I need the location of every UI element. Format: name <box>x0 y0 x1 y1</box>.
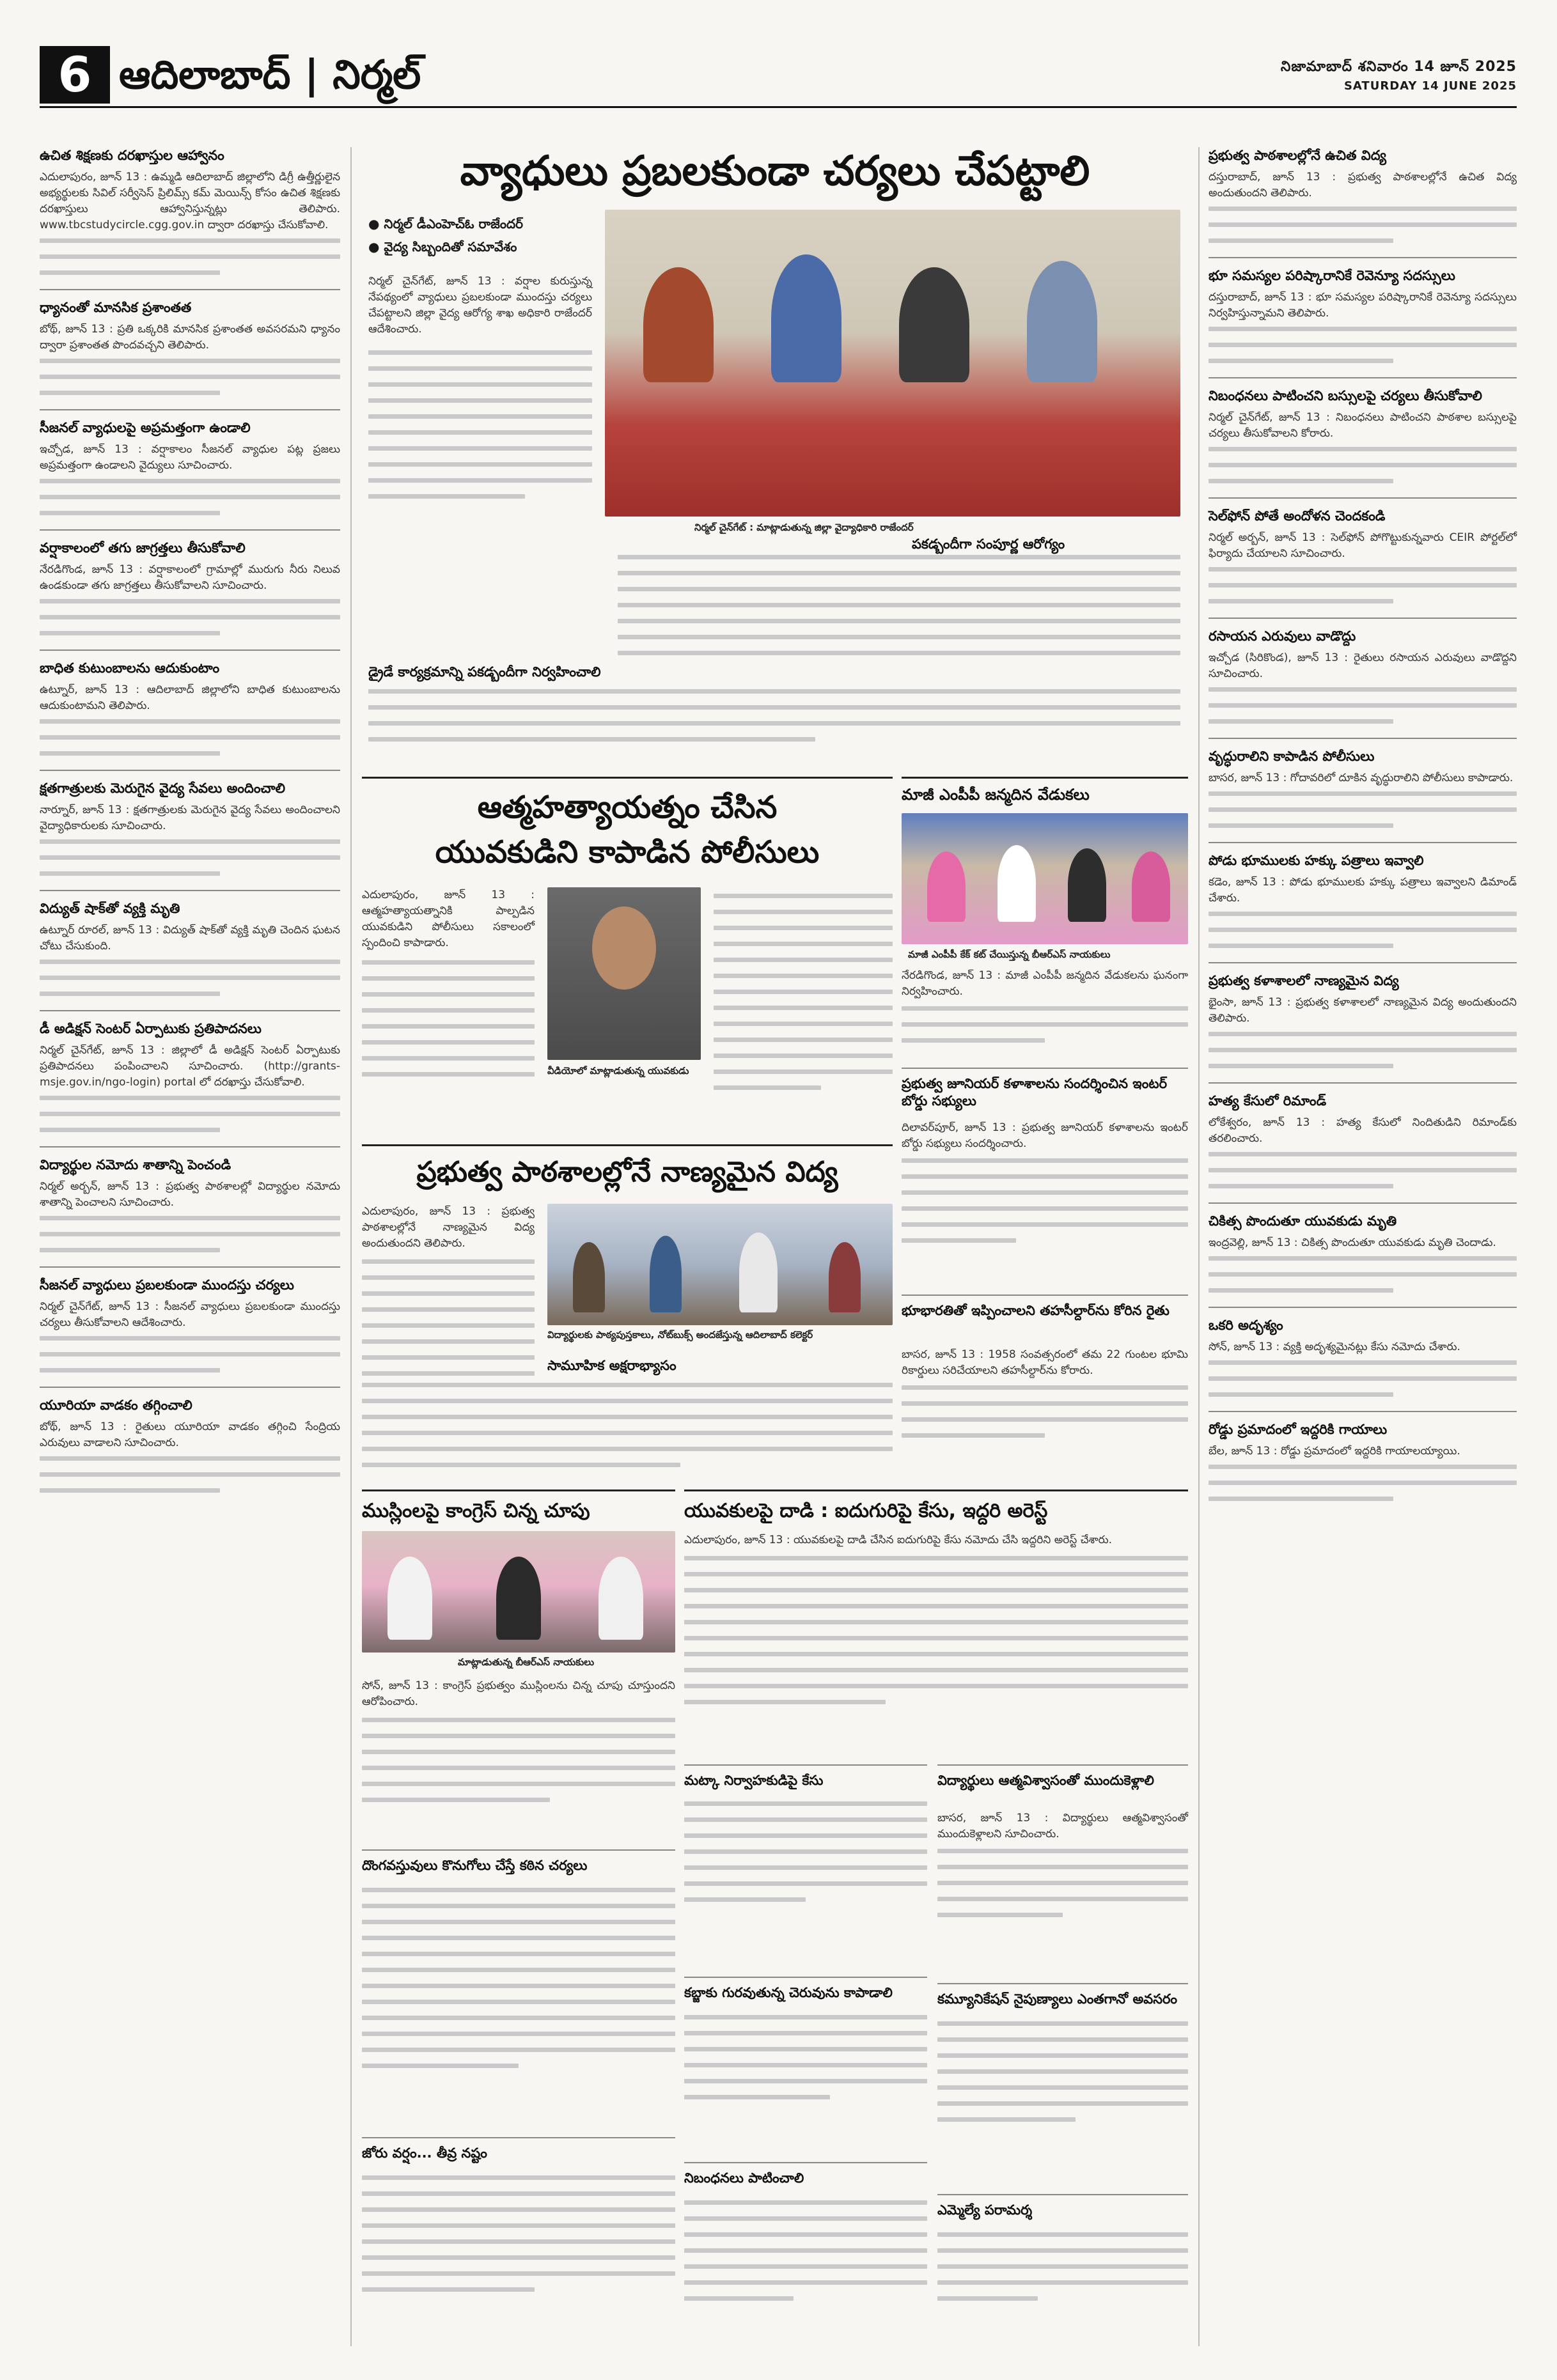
brief-story <box>1209 962 1517 1068</box>
brief-headline: భూ సమస్యల పరిష్కారానికే రెవెన్యూ సదస్సులు <box>1209 268 1455 283</box>
lead-subhead-2: డ్రైడే కార్యక్రమాన్ని పకడ్బందీగా నిర్వహించాలి <box>368 664 601 680</box>
brief-text-lines <box>1209 791 1517 828</box>
attack-sub-lines <box>684 1801 927 1913</box>
brief-text-lines <box>40 238 340 275</box>
brief-story <box>40 289 340 395</box>
story-divider <box>40 890 340 891</box>
story-divider <box>40 1010 340 1011</box>
brief-paragraph: నిర్మల్ చైన్‌గేట్, జూన్ 13 : జిల్లాలో డీ అడిక్షన్ సెంటర్ ఏర్పాటుకు ప్రతిపాదనలు పంపించాలని సూచించారు. (http://grants-msje.gov.in/ngo-login) portal లో దరఖాస్తు చేసుకోవాలి. <box>40 1044 340 1089</box>
muslim-story <box>362 1489 675 2342</box>
brief-text-lines <box>40 599 340 635</box>
students-subhead-2: ఎమ్మెల్యే పరామర్శ <box>937 2194 1188 2219</box>
brief-text-lines <box>40 1096 340 1132</box>
brief-text-lines <box>40 359 340 395</box>
brief-paragraph: నిర్మల్ అర్బన్, జూన్ 13 : ప్రభుత్వ పాఠశాలల్లో విద్యార్థుల నమోదు శాతాన్ని పెంచాలని సూచించారు. <box>40 1180 340 1209</box>
lead-subhead: పకడ్బందీగా సంపూర్ణ ఆరోగ్యం <box>912 536 1065 552</box>
students-sub-lines <box>937 2021 1188 2133</box>
brief-paragraph: సోన్, జూన్ 13 : వ్యక్తి అదృశ్యమైనట్లు కేసు నమోదు చేశారు. <box>1209 1341 1460 1353</box>
brief-paragraph: బాసర, జూన్ 13 : గోదావరిలో దూకిన వృద్ధురాలిని పోలీసులు కాపాడారు. <box>1209 772 1514 784</box>
story-divider <box>1209 1202 1517 1204</box>
date-telugu: నిజామాబాద్ శనివారం 14 జూన్ 2025 <box>1280 59 1517 75</box>
brief-story <box>1209 257 1517 363</box>
brief-paragraph: ఉట్నూర్ రూరల్, జూన్ 13 : విద్యుత్ షాక్‌తో వ్యక్తి మృతి చెందిన ఘటన చోటు చేసుకుంది. <box>40 924 340 953</box>
brief-text-lines <box>1209 912 1517 948</box>
page-title: ఆదిలాబాద్ | నిర్మల్ <box>119 51 421 98</box>
story-divider <box>40 289 340 290</box>
brief-story <box>40 1146 340 1252</box>
brief-paragraph: బోథ్, జూన్ 13 : ప్రతి ఒక్కరికి మానసిక ప్రశాంతత అవసరమని ధ్యానం ద్వారా ప్రశాంతత పొందవచ్చని తెలిపారు. <box>40 323 340 352</box>
brief-story <box>40 147 340 275</box>
land-paragraph: బాసర, జూన్ 13 : 1958 సంవత్సరంలో తమ 22 గుంటల భూమి రికార్డులు సరిచేయాలని తహసీల్దార్‌ను కోరారు. <box>902 1348 1188 1377</box>
brief-headline: రసాయన ఎరువులు వాడొద్దు <box>1209 628 1356 644</box>
brief-headline: ఉచిత శిక్షణకు దరఖాస్తుల ఆహ్వానం <box>40 148 224 163</box>
junior-story <box>902 1068 1188 1286</box>
lead-bullet-2: ● వైద్య సిబ్బందితో సమావేశం <box>368 239 517 254</box>
attack-story <box>684 1489 1188 1760</box>
muslim-subhead-2: జోరు వర్షం... తీవ్ర నష్టం <box>362 2137 675 2162</box>
story-divider <box>1209 842 1517 843</box>
muslim-sub2-lines <box>362 2175 675 2303</box>
brief-headline: విద్యార్థుల నమోదు శాతాన్ని పెంచండి <box>40 1157 231 1172</box>
brief-story <box>40 1387 340 1493</box>
brief-paragraph: బోథ్, జూన్ 13 : రైతులు యూరియా వాడకం తగ్గించి సేంద్రియ ఎరువులు వాడాలని సూచించారు. <box>40 1420 340 1449</box>
story-divider <box>1209 1411 1517 1412</box>
lead-photo <box>605 210 1180 517</box>
quality-paragraph: ఎదులాపురం, జూన్ 13 : ప్రభుత్వ పాఠశాలల్లోనే నాణ్యమైన విద్య అందుతుందని తెలిపారు. <box>362 1205 535 1250</box>
brief-paragraph: ఇచ్చోడ, జూన్ 13 : వర్షాకాలం సీజనల్ వ్యాధుల పట్ల ప్రజలు అప్రమత్తంగా ఉండాలని వైద్యులు సూచించారు. <box>40 443 340 472</box>
students-sub2-lines <box>937 2232 1188 2312</box>
suicide-paragraph: ఎదులాపురం, జూన్ 13 : ఆత్మహత్యాయత్నానికి పాల్పడిన యువకుడిని పోలీసులు సకాలంలో స్పందించి కాపాడారు. <box>362 889 535 949</box>
brief-text-lines <box>1209 1256 1517 1293</box>
brief-text-lines <box>1209 1032 1517 1068</box>
attack-lower <box>684 1764 927 2341</box>
attack-sub2-lines <box>684 2015 927 2111</box>
junior-paragraph: దిలావర్‌పూర్, జూన్ 13 : ప్రభుత్వ జూనియర్ కళాశాలను ఇంటర్ బోర్డు సభ్యులు సందర్శించారు. <box>902 1121 1188 1150</box>
brief-headline: వర్షాకాలంలో తగు జాగ్రత్తలు తీసుకోవాలి <box>40 540 246 556</box>
muslim-subhead: దొంగవస్తువులు కొనుగోలు చేస్తే కఠిన చర్యలు <box>362 1849 675 1874</box>
story-divider <box>40 1266 340 1268</box>
brief-headline: విద్యుత్ షాక్‌తో వ్యక్తి మృతి <box>40 901 180 916</box>
birthday-body <box>902 968 1188 1054</box>
brief-headline: యూరియా వాడకం తగ్గించాలి <box>40 1397 192 1413</box>
masthead <box>40 46 1517 104</box>
brief-paragraph: కడెం, జూన్ 13 : పోడు భూములకు హక్కు పత్రాలు ఇవ్వాలని డిమాండ్ చేశారు. <box>1209 876 1517 905</box>
brief-story <box>1209 738 1517 828</box>
students-body <box>937 1810 1188 1929</box>
land-headline: భూభారతితో ఇప్పించాలని తహసీల్దార్‌ను కోరిన రైతు <box>902 1303 1170 1318</box>
brief-paragraph: నేరడిగొండ, జూన్ 13 : వర్షాకాలంలో గ్రామాల్లో మురుగు నీరు నిలువ ఉండకుండా తగు జాగ్రత్తలు తీసుకోవాలని సూచించారు. <box>40 563 340 592</box>
lead-body-left <box>368 274 592 510</box>
students-story <box>937 1764 1188 2341</box>
lead-photo-caption: నిర్మల్ చైన్‌గేట్ : మాట్లాడుతున్న జిల్లా వైద్యాధికారి రాజేందర్ <box>694 522 914 533</box>
story-divider <box>1209 257 1517 258</box>
brief-headline: సీజనల్ వ్యాధులపై అప్రమత్తంగా ఉండాలి <box>40 420 251 435</box>
brief-headline: నిబంధనలు పాటించని బస్సులపై చర్యలు తీసుకోవాలి <box>1209 388 1482 403</box>
land-story <box>902 1295 1188 1478</box>
column-rule <box>1198 147 1200 2346</box>
students-paragraph: బాసర, జూన్ 13 : విద్యార్థులు ఆత్మవిశ్వాసంతో ముందుకెళ్లాలని సూచించారు. <box>937 1812 1188 1840</box>
attack-paragraph: ఎదులాపురం, జూన్ 13 : యువకులపై దాడి చేసిన ఐదుగురిపై కేసు నమోదు చేసి ఇద్దరిని అరెస్ట్ చేశారు. <box>684 1534 1112 1546</box>
brief-text-lines <box>40 719 340 756</box>
brief-paragraph: బేల, జూన్ 13 : రోడ్డు ప్రమాదంలో ఇద్దరికి గాయాలయ్యాయి. <box>1209 1445 1460 1458</box>
brief-headline: సెల్‌ఫోన్ పోతే అందోళన చెందకండి <box>1209 508 1386 524</box>
brief-text-lines <box>1209 447 1517 483</box>
brief-paragraph: ఇంద్రవెల్లి, జూన్ 13 : చికిత్స పొందుతూ యువకుడు మృతి చెందాడు. <box>1209 1236 1496 1249</box>
muslim-photo-caption: మాట్లాడుతున్న బీఆర్‌ఎస్ నాయకులు <box>458 1656 595 1668</box>
attack-headline: యువకులపై దాడి : ఐదుగురిపై కేసు, ఇద్దరి అరెస్ట్ <box>684 1500 1048 1522</box>
brief-text-lines <box>40 1456 340 1493</box>
suicide-photo <box>547 887 701 1060</box>
brief-text-lines <box>40 839 340 876</box>
brief-text-lines <box>1209 1360 1517 1397</box>
lead-bullet-1: ● నిర్మల్ డీఎంహెచ్‌ఓ రాజేందర్ <box>368 216 523 231</box>
quality-headline: ప్రభుత్వ పాఠశాలల్లోనే నాణ్యమైన విద్య <box>416 1156 838 1188</box>
quality-photo-caption: విద్యార్థులకు పాఠ్యపుస్తకాలు, నోట్‌బుక్స్ అందజేస్తున్న ఆదిలాబాద్ కలెక్టర్ <box>547 1329 813 1341</box>
muslim-headline: ముస్లింలపై కాంగ్రెస్ చిన్న చూపు <box>362 1500 590 1522</box>
brief-story <box>1209 618 1517 724</box>
story-divider <box>1209 497 1517 499</box>
brief-story <box>1209 1202 1517 1293</box>
brief-story <box>1209 1307 1517 1397</box>
brief-story <box>1209 1082 1517 1188</box>
brief-headline: ఒకరి అదృశ్యం <box>1209 1318 1283 1333</box>
story-divider <box>40 529 340 531</box>
brief-paragraph: ఇచ్చోడ (సిరికొండ), జూన్ 13 : రైతులు రసాయన ఎరువులు వాడొద్దని సూచించారు. <box>1209 651 1517 680</box>
brief-paragraph: ఉట్నూర్, జూన్ 13 : ఆదిలాబాద్ జిల్లాలోని బాధిత కుటుంబాలను ఆదుకుంటామని తెలిపారు. <box>40 683 340 712</box>
suicide-body <box>362 887 535 1088</box>
junior-headline: ప్రభుత్వ జూనియర్ కళాశాలను సందర్శించిన ఇంటర్ బోర్డు సభ్యులు <box>902 1076 1168 1108</box>
brief-paragraph: భైంసా, జూన్ 13 : ప్రభుత్వ కళాశాలలో నాణ్యమైన విద్య అందుతుందని తెలిపారు. <box>1209 996 1517 1025</box>
brief-text-lines <box>40 960 340 996</box>
brief-story <box>40 409 340 515</box>
muslim-body <box>362 1678 675 1814</box>
brief-headline: వృద్ధురాలిని కాపాడిన పోలీసులు <box>1209 749 1375 764</box>
date-english: SATURDAY 14 JUNE 2025 <box>1343 79 1517 93</box>
brief-text-lines <box>1209 1152 1517 1188</box>
brief-headline: ప్రభుత్వ పాఠశాలల్లోనే ఉచిత విద్య <box>1209 148 1387 163</box>
brief-paragraph: లోకేశ్వరం, జూన్ 13 : హత్య కేసులో నిందితుడిని రిమాండ్‌కు తరలించారు. <box>1209 1116 1517 1145</box>
brief-headline: డీ అడిక్షన్ సెంటర్ ఏర్పాటుకు ప్రతిపాదనలు <box>40 1021 262 1036</box>
suicide-story <box>362 777 893 1137</box>
masthead-rule <box>40 106 1517 108</box>
brief-headline: పోడు భూములకు హక్కు పత్రాలు ఇవ్వాలి <box>1209 853 1424 868</box>
lead-story <box>362 146 1188 759</box>
brief-paragraph: దస్తురాబాద్, జూన్ 13 : భూ సమస్యల పరిష్కారానికే రెవెన్యూ సదస్సులు నిర్వహిస్తున్నామని తెలిపారు. <box>1209 291 1517 320</box>
story-divider <box>1209 377 1517 378</box>
suicide-headline-2: యువకుడిని కాపాడిన పోలీసులు <box>435 834 820 870</box>
brief-paragraph: నార్నూర్, జూన్ 13 : క్షతగాత్రులకు మెరుగైన వైద్య సేవలు అందించాలని వైద్యాధికారులకు సూచించారు. <box>40 804 340 832</box>
students-headline: విద్యార్థులు ఆత్మవిశ్వాసంతో ముందుకెళ్లాలి <box>937 1773 1154 1788</box>
story-divider <box>1209 962 1517 963</box>
lead-text-lines <box>368 350 592 499</box>
brief-story <box>40 1266 340 1373</box>
story-divider <box>1209 738 1517 739</box>
muslim-paragraph: సోన్, జూన్ 13 : కాంగ్రెస్ ప్రభుత్వం ముస్లింలను చిన్న చూపు చూస్తుందని ఆరోపించారు. <box>362 1679 675 1708</box>
junior-body <box>902 1120 1188 1254</box>
lead-lower-lines <box>618 555 1180 667</box>
brief-headline: చికిత్స పొందుతూ యువకుడు మృతి <box>1209 1213 1397 1229</box>
brief-paragraph: నిర్మల్ చైన్‌గేట్, జూన్ 13 : సీజనల్ వ్యాధులు ప్రబలకుండా ముందస్తు చర్యలు తీసుకోవాలని ఆదేశించారు. <box>40 1300 340 1329</box>
brief-story <box>1209 497 1517 603</box>
suicide-photo-caption: వీడియోలో మాట్లాడుతున్న యువకుడు <box>547 1065 689 1077</box>
story-divider <box>1209 1307 1517 1308</box>
brief-headline: క్షతగాత్రులకు మెరుగైన వైద్య సేవలు అందించాలి <box>40 781 286 796</box>
brief-headline: బాధిత కుటుంబాలను ఆదుకుంటాం <box>40 660 220 676</box>
quality-subhead: సామూహిక అక్షరాభ్యాసం <box>547 1358 677 1373</box>
brief-text-lines <box>40 1216 340 1252</box>
brief-text-lines <box>1209 687 1517 724</box>
birthday-photo-caption: మాజీ ఎంపీపీ కేక్ కట్ చేయిస్తున్న బీఆర్‌ఎస్ నాయకులు <box>908 949 1111 960</box>
story-divider <box>1209 618 1517 619</box>
quality-lower-lines <box>362 1383 893 1479</box>
birthday-paragraph: నేరడిగొండ, జూన్ 13 : మాజీ ఎంపీపీ జన్మదిన వేడుకలను ఘనంగా నిర్వహించారు. <box>902 969 1188 998</box>
lead-paragraph: నిర్మల్ చైన్‌గేట్, జూన్ 13 : వర్షాల కురుస్తున్న నేపథ్యంలో వ్యాధులు ప్రబలకుండా ముందస్తు చర్యలు చేపట్టాలని జిల్లా వైద్య ఆరోగ్య శాఖ అధికారి రాజేందర్ ఆదేశించారు. <box>368 275 592 336</box>
brief-story <box>40 529 340 635</box>
brief-text-lines <box>1209 327 1517 363</box>
story-divider <box>40 649 340 651</box>
brief-text-lines <box>40 1336 340 1373</box>
brief-story <box>1209 1411 1517 1501</box>
story-divider <box>40 770 340 771</box>
birthday-photo <box>902 813 1188 944</box>
students-subhead: కమ్యూనికేషన్ నైపుణ్యాలు ఎంతగానో అవసరం <box>937 1983 1188 2008</box>
lead-bottom-lines <box>368 689 1180 753</box>
attack-subhead-2: కబ్జాకు గురవుతున్న చెరువును కాపాడాలి <box>684 1977 927 2002</box>
brief-story <box>1209 377 1517 483</box>
brief-story <box>1209 842 1517 948</box>
brief-headline: రోడ్డు ప్రమాదంలో ఇద్దరికి గాయాలు <box>1209 1422 1388 1437</box>
left-column <box>40 147 340 1507</box>
brief-text-lines <box>1209 567 1517 603</box>
brief-headline: సీజనల్ వ్యాధులు ప్రబలకుండా ముందస్తు చర్యలు <box>40 1277 294 1293</box>
attack-subhead: మట్కా నిర్వాహకుడిపై కేసు <box>684 1773 824 1788</box>
lead-headline: వ్యాధులు ప్రబలకుండా చర్యలు చేపట్టాలి <box>460 148 1090 195</box>
brief-headline: హత్య కేసులో రిమాండ్ <box>1209 1093 1327 1108</box>
story-divider <box>40 1387 340 1388</box>
brief-story <box>40 1010 340 1132</box>
right-column <box>1209 147 1517 1515</box>
brief-headline: ధ్యానంతో మానసిక ప్రశాంతత <box>40 300 192 315</box>
quality-body <box>362 1204 535 1387</box>
quality-story <box>362 1144 893 1479</box>
brief-headline: ప్రభుత్వ కళాశాలలో నాణ్యమైన విద్య <box>1209 973 1399 988</box>
column-rule <box>350 147 352 2346</box>
land-body <box>902 1347 1188 1449</box>
attack-body <box>684 1532 1188 1716</box>
muslim-sub-lines <box>362 1888 675 2080</box>
muslim-photo <box>362 1531 675 1653</box>
brief-paragraph: ఎదులాపురం, జూన్ 13 : ఉమ్మడి ఆదిలాబాద్ జిల్లాలోని డిగ్రీ ఉత్తీర్ణులైన అభ్యర్థులకు సివిల్ సర్వీసెస్ ప్రిలిమ్స్ కమ్ మెయిన్స్ కోసం ఉచిత శిక్షణకు దరఖాస్తులు ఆహ్వానిస్తున్నట్లు తెలిపారు. www.tbcstudycircle.cgg.gov.in ద్వారా దరఖాస్తు చేసుకోవాలి. <box>40 171 340 231</box>
brief-paragraph: నిర్మల్ అర్బన్, జూన్ 13 : సెల్‌ఫోన్ పోగొట్టుకున్నవారు CEIR పోర్టల్‌లో ఫిర్యాదు చేయాలని సూచించారు. <box>1209 531 1517 560</box>
quality-photo <box>547 1204 893 1325</box>
brief-story <box>40 770 340 876</box>
suicide-headline-1: ఆత్మహత్యాయత్నం చేసిన <box>477 789 778 825</box>
brief-text-lines <box>40 479 340 515</box>
brief-text-lines <box>1209 206 1517 243</box>
story-divider <box>1209 1082 1517 1084</box>
page-number: 6 <box>40 46 110 104</box>
brief-story <box>40 890 340 996</box>
brief-story <box>1209 147 1517 243</box>
attack-sub3-lines <box>684 2200 927 2312</box>
story-divider <box>40 1146 340 1147</box>
attack-subhead-3: నిబంధనలు పాటించాలి <box>684 2162 927 2187</box>
birthday-headline: మాజీ ఎంపీపీ జన్మదిన వేడుకలు <box>902 786 1090 804</box>
brief-text-lines <box>1209 1465 1517 1501</box>
story-divider <box>40 409 340 410</box>
brief-story <box>40 649 340 756</box>
brief-paragraph: దస్తురాబాద్, జూన్ 13 : ప్రభుత్వ పాఠశాలల్లోనే ఉచిత విద్య అందుతుందని తెలిపారు. <box>1209 171 1517 199</box>
suicide-right-lines <box>714 894 893 1101</box>
birthday-story <box>902 777 1188 1060</box>
brief-paragraph: నిర్మల్ చైన్‌గేట్, జూన్ 13 : నిబంధనలు పాటించని పాఠశాల బస్సులపై చర్యలు తీసుకోవాలని కోరారు. <box>1209 411 1517 440</box>
